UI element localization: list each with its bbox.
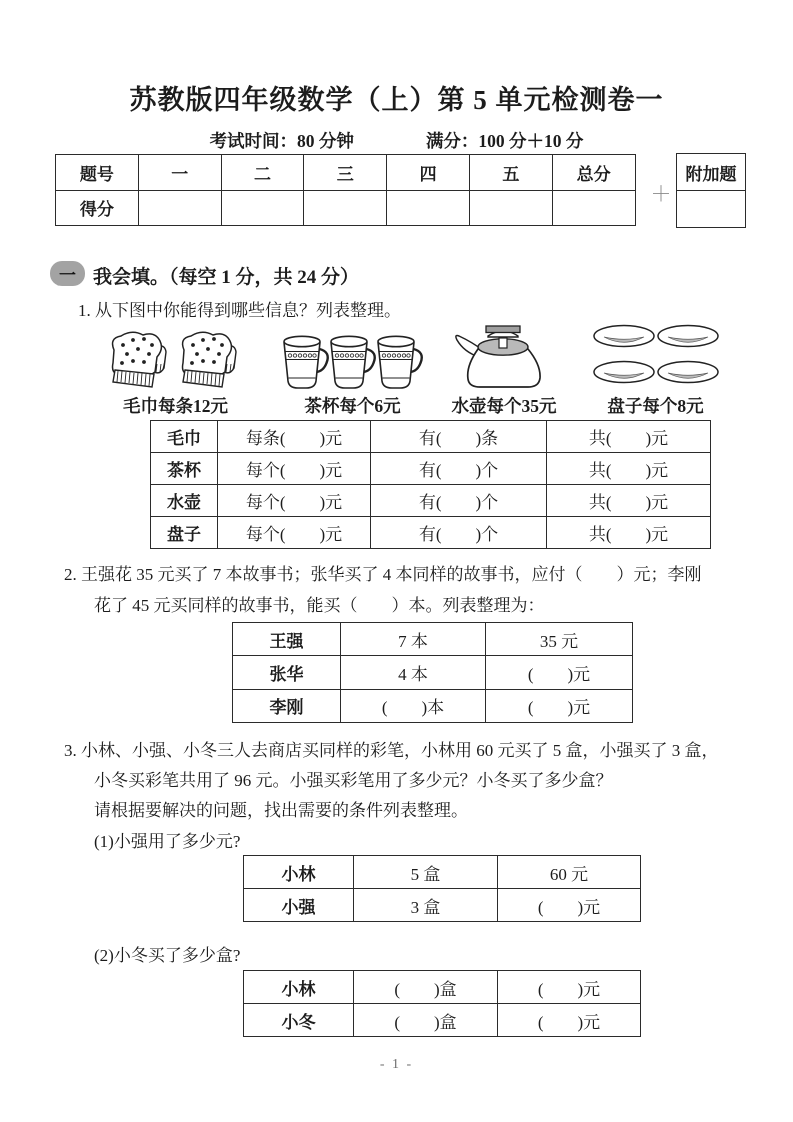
table-cell: 一 bbox=[138, 155, 221, 191]
table-row bbox=[56, 190, 636, 226]
question-3-line3: 请根据要解决的问题，找出需要的条件列表整理。 bbox=[94, 801, 468, 820]
item-label: 茶杯每个6元 bbox=[304, 396, 401, 416]
page-number: - 1 - bbox=[379, 1057, 414, 1072]
score-blank-cell bbox=[138, 190, 221, 226]
picture-item-kettle bbox=[438, 321, 570, 418]
plates-icon bbox=[588, 321, 723, 391]
table-row bbox=[151, 485, 711, 517]
table-cell: 7 本 bbox=[341, 623, 486, 656]
table-cell: 有( )个 bbox=[371, 453, 547, 485]
question-2-line2: 花了 45 元买同样的故事书，能买（ ）本。列表整理为： bbox=[94, 596, 545, 615]
q2-table bbox=[232, 622, 633, 723]
table-cell: 二 bbox=[221, 155, 304, 191]
score-blank-cell bbox=[221, 190, 304, 226]
section-one-title: 我会填。（每空 1 分，共 24 分） bbox=[93, 267, 360, 288]
picture-item-cups bbox=[280, 321, 425, 418]
table-row bbox=[233, 623, 633, 656]
section-one-badge bbox=[50, 261, 85, 286]
table-cell: 三 bbox=[304, 155, 387, 191]
score-blank-cell bbox=[304, 190, 387, 226]
table-row bbox=[151, 517, 711, 549]
score-blank-cell bbox=[677, 191, 746, 228]
table-cell: 共( )元 bbox=[547, 421, 711, 453]
score-blank-cell bbox=[552, 190, 635, 226]
q1-table bbox=[150, 420, 711, 549]
plus-sign: ＋ bbox=[650, 182, 672, 206]
table-cell: ( )元 bbox=[498, 1004, 641, 1037]
table-row bbox=[244, 856, 641, 889]
kettle-icon bbox=[438, 321, 570, 391]
table-cell: ( )盒 bbox=[354, 971, 498, 1004]
table-cell: 35 元 bbox=[486, 623, 633, 656]
table-cell: 共( )元 bbox=[547, 485, 711, 517]
table-row bbox=[151, 421, 711, 453]
table-row bbox=[233, 689, 633, 722]
table-cell: 盘子 bbox=[151, 517, 218, 549]
table-cell: 4 本 bbox=[341, 656, 486, 689]
full-score-label: 满分：100 分＋10 分 bbox=[425, 131, 584, 151]
table-cell: 每个( )元 bbox=[218, 453, 371, 485]
table-cell: 60 元 bbox=[498, 856, 641, 889]
score-blank-cell bbox=[469, 190, 552, 226]
table-cell: ( )元 bbox=[486, 689, 633, 722]
table-cell: 张华 bbox=[233, 656, 341, 689]
table-cell: 每个( )元 bbox=[218, 517, 371, 549]
table-cell: 茶杯 bbox=[151, 453, 218, 485]
table-cell: 毛巾 bbox=[151, 421, 218, 453]
table-cell: 李刚 bbox=[233, 689, 341, 722]
score-blank-cell bbox=[387, 190, 470, 226]
table-cell: 题号 bbox=[56, 155, 139, 191]
item-label: 水壶每个35元 bbox=[451, 396, 557, 416]
table-cell: 有( )个 bbox=[371, 485, 547, 517]
item-label: 盘子每个8元 bbox=[607, 396, 704, 416]
table-cell: 共( )元 bbox=[547, 517, 711, 549]
q3-sub1-table bbox=[243, 855, 641, 922]
table-cell: 小冬 bbox=[244, 1004, 354, 1037]
table-cell: 有( )条 bbox=[371, 421, 547, 453]
section-one-number: 一 bbox=[59, 266, 76, 285]
table-row bbox=[233, 656, 633, 689]
table-cell: 每个( )元 bbox=[218, 485, 371, 517]
table-cell: 每条( )元 bbox=[218, 421, 371, 453]
question-3-line2: 小冬买彩笔共用了 96 元。小强买彩笔用了多少元？小冬买了多少盒？ bbox=[94, 771, 613, 790]
table-cell: 3 盒 bbox=[354, 889, 498, 922]
question-2-line1: 2. 王强花 35 元买了 7 本故事书；张华买了 4 本同样的故事书，应付（ ）元；李刚 bbox=[64, 565, 702, 584]
cups-icon bbox=[280, 321, 425, 391]
picture-item-towels bbox=[93, 321, 258, 418]
page-title: 苏教版四年级数学（上）第 5 单元检测卷一 bbox=[129, 85, 664, 115]
table-row bbox=[56, 155, 636, 191]
table-cell: ( )元 bbox=[498, 971, 641, 1004]
table-cell: ( )盒 bbox=[354, 1004, 498, 1037]
exam-meta bbox=[0, 128, 793, 153]
table-cell: ( )本 bbox=[341, 689, 486, 722]
table-cell: 得分 bbox=[56, 190, 139, 226]
exam-time-label: 考试时间：80 分钟 bbox=[209, 131, 354, 151]
table-cell: ( )元 bbox=[498, 889, 641, 922]
picture-item-plates bbox=[588, 321, 723, 418]
table-row bbox=[677, 154, 746, 191]
table-cell: 小强 bbox=[244, 889, 354, 922]
question-3-line1: 3. 小林、小强、小冬三人去商店买同样的彩笔，小林用 60 元买了 5 盒，小强买了 3 盒， bbox=[64, 741, 719, 760]
table-cell: 共( )元 bbox=[547, 453, 711, 485]
table-cell: ( )元 bbox=[486, 656, 633, 689]
table-cell: 总分 bbox=[552, 155, 635, 191]
item-label: 毛巾每条12元 bbox=[123, 396, 228, 416]
question-1-text: 1. 从下图中你能得到哪些信息？列表整理。 bbox=[78, 301, 401, 320]
table-cell: 有( )个 bbox=[371, 517, 547, 549]
table-row bbox=[151, 453, 711, 485]
table-cell: 小林 bbox=[244, 971, 354, 1004]
table-row bbox=[244, 971, 641, 1004]
table-row bbox=[244, 889, 641, 922]
score-table bbox=[55, 154, 636, 226]
table-cell: 王强 bbox=[233, 623, 341, 656]
question-3-sub2-label: (2)小冬买了多少盒? bbox=[94, 946, 241, 965]
table-cell: 水壶 bbox=[151, 485, 218, 517]
table-row bbox=[677, 191, 746, 228]
question-3-sub1-label: (1)小强用了多少元? bbox=[94, 832, 241, 851]
q3-sub2-table bbox=[243, 970, 641, 1037]
table-cell: 四 bbox=[387, 155, 470, 191]
table-cell: 5 盒 bbox=[354, 856, 498, 889]
bonus-score-table bbox=[676, 153, 746, 228]
table-cell: 小林 bbox=[244, 856, 354, 889]
table-row bbox=[244, 1004, 641, 1037]
towels-icon bbox=[93, 321, 258, 391]
table-cell: 五 bbox=[469, 155, 552, 191]
table-cell: 附加题 bbox=[677, 154, 746, 191]
